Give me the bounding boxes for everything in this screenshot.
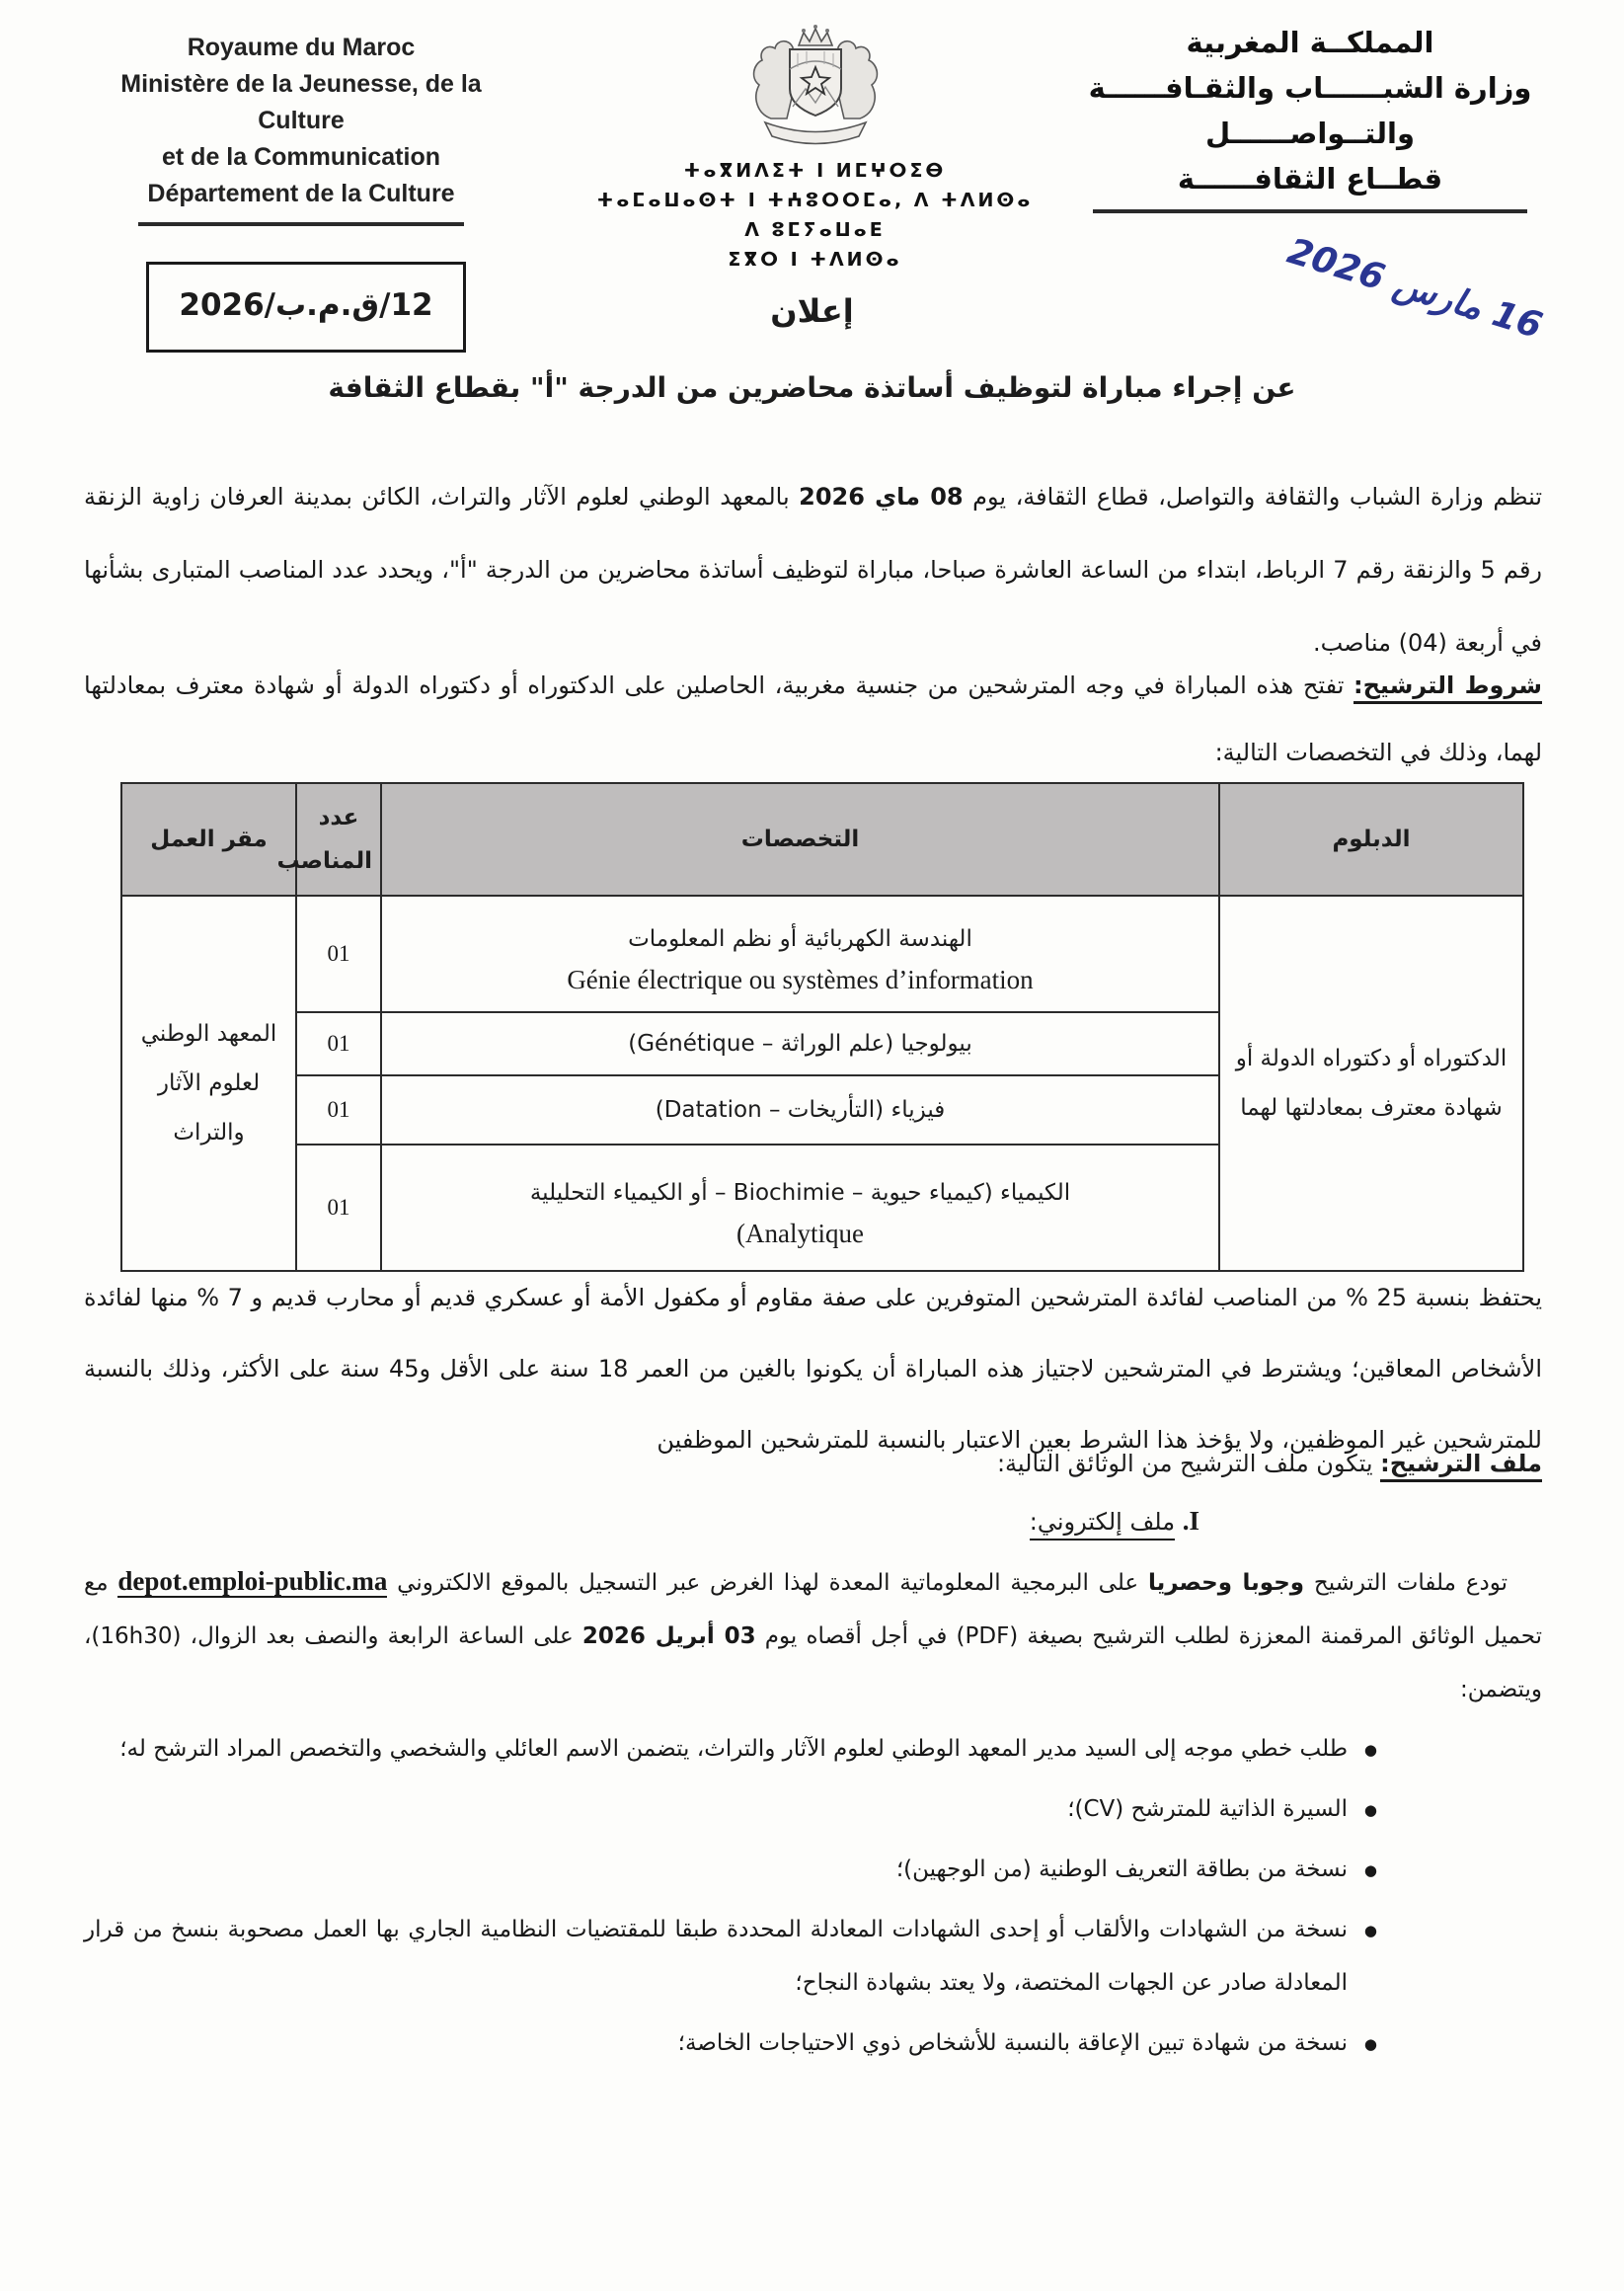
ministry-header-french [79, 30, 523, 226]
bullet-icon: ● [1363, 1861, 1377, 1879]
file-section-heading [84, 1444, 1542, 1483]
list-item [84, 1903, 1377, 2010]
submission-paragraph [84, 1554, 1542, 1716]
kingdom-line-ar: المملكــة المغربية [1186, 26, 1434, 59]
count-cell-3: 01 [296, 1075, 381, 1145]
header-diploma: الدبلوم [1219, 783, 1523, 896]
table-row [121, 896, 1523, 1012]
ministry-line2-ar: والتــواصــــــل [1204, 117, 1416, 150]
reference-number: 12/ق.م.ب/2026 [179, 287, 433, 323]
intro-text-before-date: تنظم وزارة الشباب والثقافة والتواصل، قطاع الثقافة، يوم [963, 483, 1542, 511]
required-documents-list [84, 1722, 1377, 2077]
department-line-fr: Département de la Culture [147, 180, 455, 207]
document-item-text: نسخة من بطاقة التعريف الوطنية (من الوجهين)؛ [895, 1856, 1348, 1882]
submission-part3: مع تحميل الوثائق المرقمنة المعززة لطلب الترشيح بصيغة (PDF) في أجل أقصاه يوم [84, 1570, 1542, 1649]
notice-subtitle: عن إجراء مباراة لتوظيف أساتذة محاضرين من الدرجة "أ" بقطاع الثقافة [328, 371, 1296, 404]
workplace-cell: المعهد الوطني لعلوم الآثار والتراث [121, 896, 296, 1271]
notice-title: إعلان [770, 292, 854, 330]
specialty-1-arabic: الهندسة الكهربائية أو نظم المعلومات [628, 925, 972, 952]
tifinagh-ministry-line: ⵜⴰⵎⴰⵡⴰⵙⵜ ⵏ ⵜⵄⵓⵔⵔⵎⴰ, ⴷ ⵜⴷⵍⵙⴰ ⴷ ⵓⵎⵢⴰⵡⴰⴹ [596, 190, 1034, 241]
specialty-cell-1 [381, 896, 1219, 1012]
intro-paragraph [84, 460, 1542, 679]
intro-text-after-date: بالمعهد الوطني لعلوم الآثار والتراث، الكائن بمدينة العرفان زاوية الزنقة رقم 5 والزنقة رقم 7 الرباط، ابتداء من الساعة العاشرة صباحا، مباراة لتوظيف أساتذة محاضرين من الدرجة "أ"، ويحدد عدد المناصب المتبارى بشأنها في أربعة (04) مناصب. [84, 483, 1543, 657]
header-underline-right [1093, 209, 1527, 213]
conditions-lead: شروط الترشيح: [1353, 672, 1542, 704]
electronic-file-label: ملف إلكتروني: [1030, 1508, 1175, 1540]
count-cell-2: 01 [296, 1012, 381, 1075]
count-cell-4: 01 [296, 1145, 381, 1271]
moroccan-coat-of-arms-icon [737, 24, 893, 150]
sector-line-ar: قطــاع الثقافــــــة [1177, 162, 1443, 196]
document-item-text: طلب خطي موجه إلى السيد مدير المعهد الوطني لعلوم الآثار والتراث، يتضمن الاسم العائلي والشخصي والتخصص المراد الترشح له؛ [119, 1736, 1348, 1762]
list-item [84, 2016, 1377, 2070]
electronic-file-item [1030, 1501, 1199, 1541]
tifinagh-sector-line: ⵉⴳⵔ ⵏ ⵜⴷⵍⵙⴰ [728, 249, 902, 271]
specialty-cell-4 [381, 1145, 1219, 1271]
bullet-icon: ● [1363, 1801, 1377, 1819]
specialty-cell-3: فيزياء (التأريخات – Datation) [381, 1075, 1219, 1145]
specialty-4-line1: الكيمياء (كيمياء حيوية – Biochimie – أو الكيمياء التحليلية [529, 1179, 1071, 1206]
submission-part4: على الساعة الرابعة والنصف بعد الزوال، (16h30)، ويتضمن: [84, 1623, 1542, 1702]
ministry-header-arabic [1073, 20, 1547, 213]
list-item [84, 1782, 1377, 1836]
list-item [84, 1843, 1377, 1896]
file-section-lead: ملف الترشيح: [1380, 1450, 1542, 1482]
specialty-4-line2: Analytique) [736, 1218, 864, 1248]
bullet-icon: ● [1363, 2035, 1377, 2053]
submission-deadline-date: 03 أبريل 2026 [581, 1623, 756, 1649]
list-item [84, 1722, 1377, 1776]
header-workplace: مقر العمل [121, 783, 296, 896]
document-item-text: نسخة من شهادة تبين الإعاقة بالنسبة للأشخاص ذوي الاحتياجات الخاصة؛ [677, 2030, 1348, 2056]
diploma-cell: الدكتوراه أو دكتوراه الدولة أو شهادة معترف بمعادلتها لهما [1219, 896, 1523, 1271]
ministry-line2-fr: et de la Communication [162, 143, 440, 171]
submission-website-url: depot.emploi-public.ma [117, 1566, 388, 1596]
quota-paragraph: يحتفظ بنسبة 25 % من المناصب لفائدة المترشحين المتوفرين على صفة مقاوم أو مكفول الأمة أو عسكري قديم أو محارب قديم و 7 % منها لفائدة الأشخاص المعاقين؛ ويشترط في المترشحين لاجتياز هذه المباراة أن يكونوا بالغين من العمر 18 سنة على الأقل و45 سنة على الأكثر، وذلك بالنسبة للمترشحين غير الموظفين، ولا يؤخذ هذا الشرط بعين الاعتبار بالنسبة للمترشحين الموظفين [84, 1284, 1543, 1454]
header-specialties: التخصصات [381, 783, 1219, 896]
roman-numeral: I. [1182, 1506, 1199, 1536]
tifinagh-kingdom-line: ⵜⴰⴳⵍⴷⵉⵜ ⵏ ⵍⵎⵖⵔⵉⴱ [683, 160, 947, 182]
submission-part1: تودع ملفات الترشيح [1304, 1570, 1508, 1596]
specialty-1-french: Génie électrique ou systèmes d’information [567, 964, 1034, 994]
ministry-line1-ar: وزارة الشبــــــاب والثقـافــــــة [1088, 71, 1532, 105]
bullet-icon: ● [1363, 1922, 1377, 1939]
header-underline-left [138, 222, 464, 226]
ministry-header-center [590, 24, 1040, 275]
table-header-row [121, 783, 1523, 896]
handwritten-date-stamp: 16 مارس 2026 [1282, 230, 1547, 348]
submission-mandatory: وجوبا وحصريا [1147, 1570, 1305, 1596]
submission-part2: على البرمجية المعلوماتية المعدة لهذا الغرض عبر التسجيل بالموقع الالكتروني [387, 1570, 1148, 1596]
count-cell-1: 01 [296, 896, 381, 1012]
bullet-icon: ● [1363, 1741, 1377, 1759]
document-item-text: نسخة من الشهادات والألقاب أو إحدى الشهادات المعادلة المحددة طبقا للمقتضيات النظامية الجاري بها العمل مصحوبة بنسخ من قرار المعادلة صادر عن الجهات المختصة، ولا يعتد بشهادة النجاح؛ [84, 1917, 1348, 1996]
conditions-paragraph [84, 652, 1542, 786]
specialty-cell-2: بيولوجيا (علم الوراثة – Génétique) [381, 1012, 1219, 1075]
exam-date: 08 ماي 2026 [799, 483, 964, 511]
conditions-text: تفتح هذه المباراة في وجه المترشحين من جنسية مغربية، الحاصلين على الدكتوراه أو دكتوراه الدولة أو شهادة معترف بمعادلتها لهما، وذلك في التخصصات التالية: [84, 672, 1542, 766]
document-item-text: السيرة الذاتية للمترشح (CV)؛ [1067, 1796, 1348, 1822]
ministry-line1-fr: Ministère de la Jeunesse, de la Culture [120, 70, 482, 134]
file-section-text: يتكون ملف الترشيح من الوثائق التالية: [996, 1450, 1381, 1477]
specialties-table [120, 782, 1524, 1272]
kingdom-line-fr: Royaume du Maroc [187, 34, 416, 61]
header-positions-count: عدد المناصب [296, 783, 381, 896]
